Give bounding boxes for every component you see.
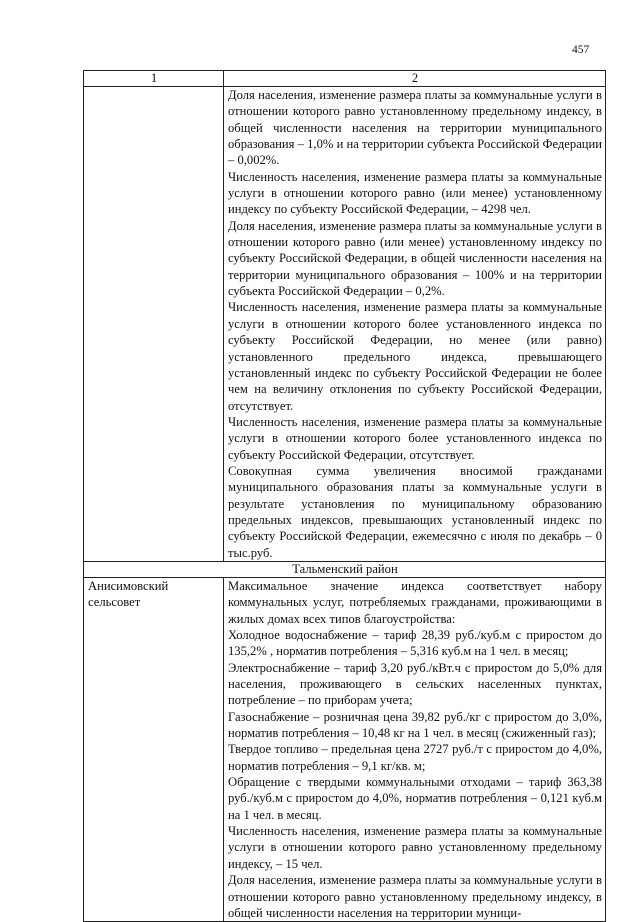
paragraph: Совокупная сумма увеличения вносимой гражданами муниципального образования платы за коммунальные услуги в результате установления по муниципальному образованию предельных индексов, превышающих установленный индекс по субъекту Российской Федерации, ежемесячно с июля по декабрь – 0 тыс.руб. bbox=[228, 463, 602, 560]
paragraph: Холодное водоснабжение – тариф 28,39 руб./куб.м с приростом до 135,2% , норматив потребления – 5,316 куб.м на 1 чел. в месяц; bbox=[228, 628, 602, 659]
section-row bbox=[84, 561, 606, 577]
content-cell bbox=[224, 87, 606, 562]
paragraph: Электроснабжение – тариф 3,20 руб./кВт.ч с приростом до 5,0% для населения, проживающего в сельских населенных пунктах, потребление – по приборам учета; bbox=[228, 660, 602, 708]
paragraph: Газоснабжение – розничная цена 39,82 руб./кг с приростом до 3,0%, норматив потребления – 10,48 кг на 1 чел. в месяц (сжиженный газ); bbox=[228, 709, 602, 741]
paragraph: Доля населения, изменение размера платы за коммунальные услуги в отношении которого равно установленному предельному индексу, в общей численности населения на территории муници- bbox=[228, 873, 602, 920]
paragraph: Доля населения, изменение размера платы за коммунальные услуги в отношении которого равно (или менее) установленному индексу по субъекту Российской Федерации, в общей численности населения на территории муниципального образования – 100% и на территории субъекта Российской Федерации – 0,2%. bbox=[228, 218, 602, 299]
paragraph: Обращение с твердыми коммунальными отходами – тариф 363,38 руб./куб.м с приростом до 4,0%, норматив потребления – 0,121 куб.м на 1 чел. в месяц. bbox=[228, 775, 602, 822]
paragraph: Численность населения, изменение размера платы за коммунальные услуги в отношении которого равно установленному предельному индексу, – 15 чел. bbox=[228, 824, 602, 871]
paragraph: Твердое топливо – предельная цена 2727 руб./т с приростом до 4,0%, норматив потребления – 9,1 кг/кв. м; bbox=[228, 742, 602, 773]
document-table bbox=[83, 70, 606, 922]
paragraph: Численность населения, изменение размера платы за коммунальные услуги в отношении которого более установленного индекса по субъекту Российской Федерации, отсутствует. bbox=[228, 414, 602, 462]
empty-municipality-cell bbox=[84, 87, 224, 562]
municipality-name: Анисимовский сельсовет bbox=[84, 577, 224, 921]
paragraph: Численность населения, изменение размера платы за коммунальные услуги в отношении которого более установленного индекса по субъекту Российской Федерации, но менее (или равно) установленного предельного индекса, превышающего установленный индекс по субъекту Российской Федерации не более чем на величину отклонения по субъекту Российской Федерации, отсутствует. bbox=[228, 300, 602, 413]
page-number: 457 bbox=[572, 44, 590, 56]
column-header-1: 1 bbox=[84, 71, 224, 87]
municipality-row bbox=[84, 577, 606, 921]
paragraph: Доля населения, изменение размера платы за коммунальные услуги в отношении которого равно установленному предельному индексу, в общей численности населения на территории муниципального образования – 1,0% и на территории субъекта Российской Федерации – 0,002%. bbox=[228, 88, 602, 168]
content-cell bbox=[224, 577, 606, 921]
paragraph: Максимальное значение индекса соответствует набору коммунальных услуг, потребляемых гражданами, проживающими в жилых домах всех типов благоустройства: bbox=[228, 578, 602, 626]
header-row bbox=[84, 71, 606, 87]
paragraph: Численность населения, изменение размера платы за коммунальные услуги в отношении которого равно (или менее) установленному индексу по субъекту Российской Федерации, – 4298 чел. bbox=[228, 169, 602, 217]
column-header-2: 2 bbox=[224, 71, 606, 87]
section-title: Тальменский район bbox=[84, 561, 606, 577]
continuation-row bbox=[84, 87, 606, 562]
